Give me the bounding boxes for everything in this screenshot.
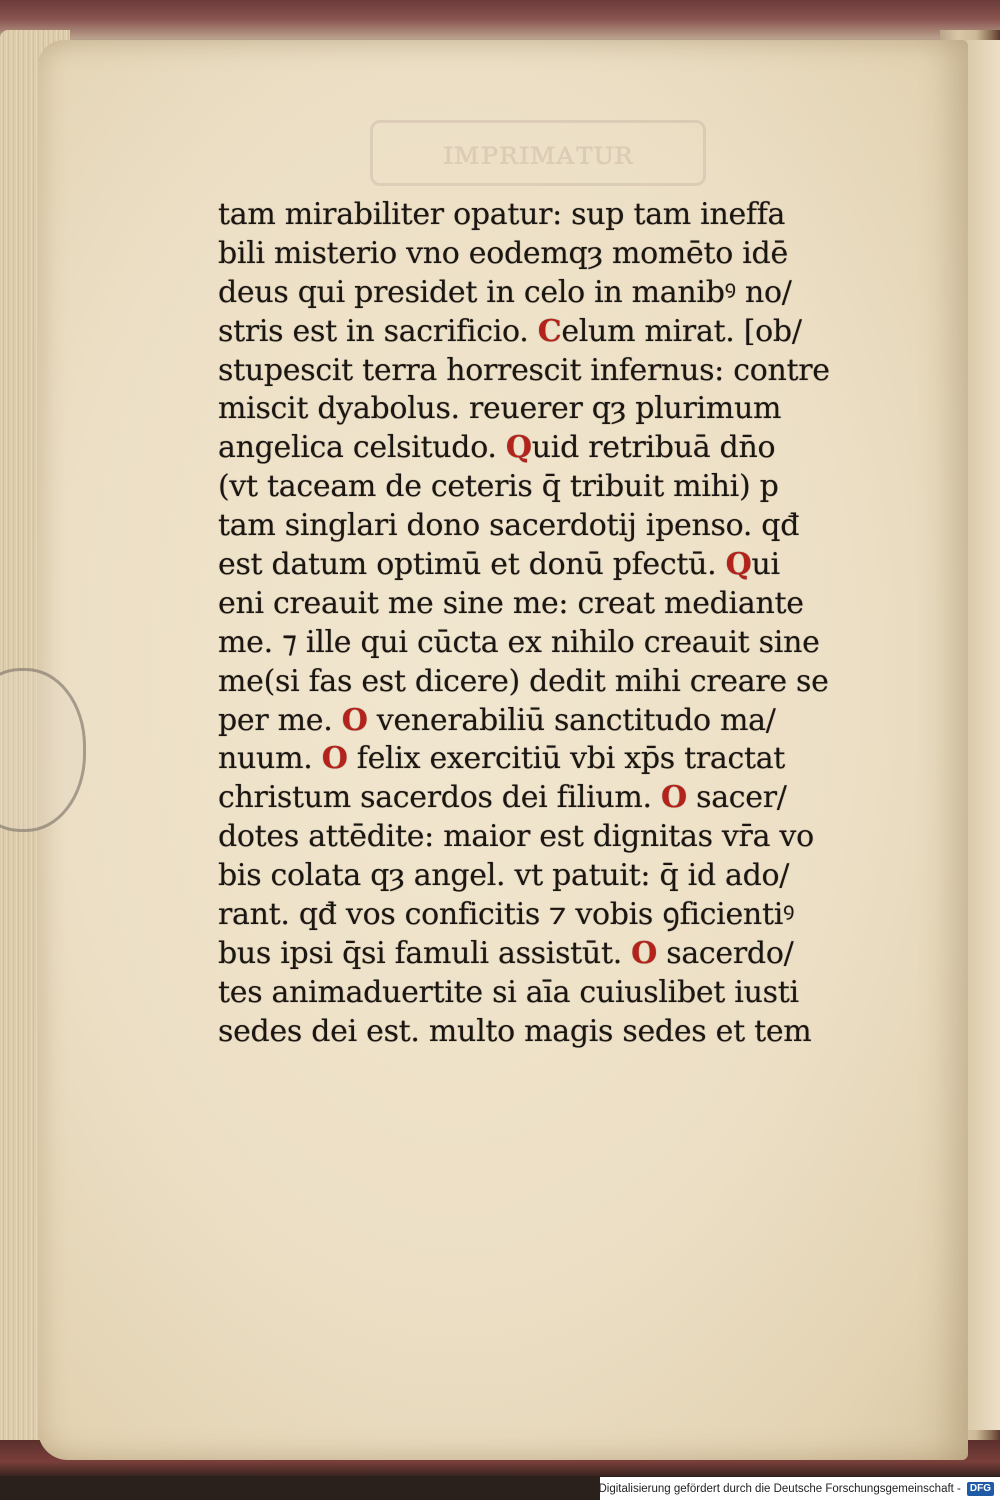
rubricated-initial: Q	[505, 430, 532, 466]
text-line	[218, 313, 878, 352]
text-segment: uid retribuā dn̄o	[531, 430, 776, 466]
text-line	[218, 779, 878, 818]
text-segment: ui	[751, 547, 780, 583]
show-through-stamp: ɪᴍᴘʀɪᴍᴀᴛᴜʀ	[370, 120, 706, 186]
text-segment: stris est in sacrificio.	[218, 313, 538, 349]
text-line: bis colata qȝ angel. vt patuit: q̄ id ado/	[218, 858, 790, 894]
text-line: tam singlari dono sacerdotij ipenso. qđ	[218, 508, 800, 544]
incunable-text-block	[218, 196, 878, 1052]
text-segment: sacerdo/	[657, 935, 794, 971]
text-line	[218, 546, 878, 585]
text-segment: nuum.	[218, 741, 322, 777]
rubricated-initial: O	[661, 780, 687, 816]
text-segment: per me.	[218, 702, 342, 738]
text-line: deus qui presidet in celo in manibꝰ no/	[218, 274, 792, 310]
text-segment: sacer/	[686, 780, 787, 816]
text-line: dotes attēdite: maior est dignitas vr̄a vo	[218, 819, 814, 855]
rubricated-initial: O	[341, 702, 368, 738]
text-segment: felix exercitiū vbi xp̄s tractat	[347, 741, 786, 777]
text-line: miscit dyabolus. reuerer qȝ plurimum	[218, 391, 782, 427]
text-line: bili misterio vno eodemqȝ momēto idē	[218, 235, 788, 271]
text-line: me. ⁊ ille qui cūcta ex nihilo creauit sine	[218, 624, 820, 660]
text-line: eni creauit me sine me: creat mediante	[218, 585, 804, 621]
funding-credit-bar	[600, 1477, 1000, 1500]
text-segment: angelica celsitudo.	[218, 430, 506, 466]
text-line: me(si fas est dicere) dedit mihi creare se	[218, 663, 829, 699]
text-line	[218, 702, 878, 741]
text-segment: venerabiliū sanctitudo ma/	[367, 702, 776, 738]
dfg-logo-icon: DFG	[967, 1482, 994, 1496]
text-line	[218, 740, 878, 779]
text-line	[218, 935, 878, 974]
text-segment: christum sacerdos dei filium.	[218, 780, 662, 816]
funding-credit-text: Digitalisierung gefördert durch die Deutsche Forschungsgemeinschaft -	[598, 1482, 961, 1495]
text-line: rant. qđ vos conficitis ⁊ vobis ꝯficientiꝰ	[218, 897, 795, 933]
text-segment: elum mirat. [ob/	[561, 313, 802, 349]
text-segment: bus ipsi q̄si famuli assistūt.	[218, 935, 632, 971]
text-line: tes animaduertite si aīa cuiuslibet iusti	[218, 974, 799, 1010]
rubricated-initial: O	[631, 935, 658, 971]
rubricated-initial: O	[321, 741, 348, 777]
text-line: tam mirabiliter opatur: sup tam ineffa	[218, 197, 786, 232]
text-line: sedes dei est. multo magis sedes et tem	[218, 1013, 812, 1049]
text-line: stupescit terra horrescit infernus: contre	[218, 352, 830, 388]
text-line	[218, 429, 878, 468]
rubricated-initial: Q	[725, 547, 752, 583]
rubricated-initial: C	[537, 313, 562, 349]
text-line: (vt taceam de ceteris q̄ tribuit mihi) p	[218, 469, 779, 505]
facing-page-edge	[964, 40, 1000, 1430]
text-segment: est datum optimū et donū pfectū.	[218, 547, 726, 583]
